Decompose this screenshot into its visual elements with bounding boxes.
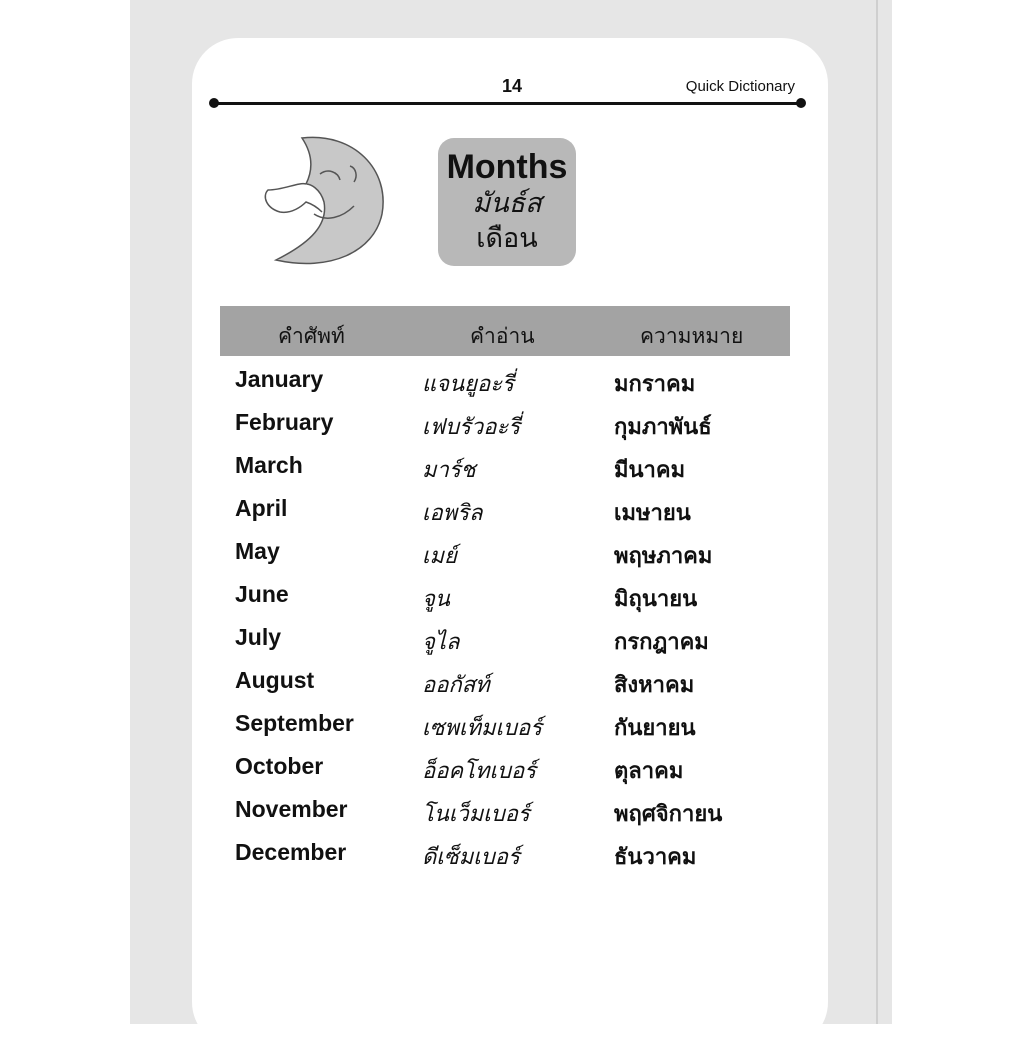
header-word: คำศัพท์ xyxy=(278,324,345,348)
word-english: July xyxy=(235,624,282,650)
word-meaning: ตุลาคม xyxy=(614,759,684,784)
section-title-thai: เดือน xyxy=(476,223,538,254)
section-title-box xyxy=(438,138,576,266)
word-meaning: กรกฎาคม xyxy=(614,630,709,655)
table-row xyxy=(0,536,1024,579)
table-row xyxy=(0,622,1024,665)
word-meaning: กันยายน xyxy=(614,716,696,741)
word-pronunciation: เฟบรัวอะรี่ xyxy=(422,415,521,440)
table-row xyxy=(0,407,1024,450)
word-pronunciation: จูไล xyxy=(422,630,460,655)
table-row xyxy=(0,665,1024,708)
word-pronunciation: แจนยูอะรี่ xyxy=(422,372,514,397)
word-meaning: กุมภาพันธ์ xyxy=(614,415,712,440)
table-row xyxy=(0,708,1024,751)
word-english: April xyxy=(235,495,288,521)
table-row xyxy=(0,837,1024,880)
word-english: December xyxy=(235,839,347,865)
word-english: June xyxy=(235,581,289,607)
rule-dot-left xyxy=(209,98,219,108)
section-title-english: Months xyxy=(446,148,568,186)
table-row xyxy=(0,450,1024,493)
word-english: August xyxy=(235,667,315,693)
book-title: Quick Dictionary xyxy=(685,78,795,95)
table-row xyxy=(0,493,1024,536)
word-english: November xyxy=(235,796,348,822)
word-english: October xyxy=(235,753,324,779)
word-meaning: มีนาคม xyxy=(614,458,686,483)
table-row xyxy=(0,579,1024,622)
word-english: March xyxy=(235,452,303,478)
section-title-pronunciation: มันธ์ส xyxy=(472,188,542,219)
word-pronunciation: ออกัสท์ xyxy=(422,673,490,698)
header-rule xyxy=(214,102,800,105)
word-meaning: สิงหาคม xyxy=(614,673,695,698)
table-row xyxy=(0,364,1024,407)
table-row xyxy=(0,751,1024,794)
word-pronunciation: โนเว็มเบอร์ xyxy=(422,802,530,827)
word-english: January xyxy=(235,366,324,392)
word-english: May xyxy=(235,538,280,564)
moon-icon xyxy=(262,132,390,270)
word-meaning: พฤศจิกายน xyxy=(614,802,723,827)
word-meaning: ธันวาคม xyxy=(614,845,697,870)
word-pronunciation: เซพเท็มเบอร์ xyxy=(422,716,542,741)
header-pronunciation: คำอ่าน xyxy=(470,324,535,348)
word-meaning: มิถุนายน xyxy=(614,587,698,612)
word-pronunciation: อ็อคโทเบอร์ xyxy=(422,759,536,784)
word-english: September xyxy=(235,710,354,736)
table-row xyxy=(0,794,1024,837)
word-meaning: มกราคม xyxy=(614,372,696,397)
word-english: February xyxy=(235,409,334,435)
page-number: 14 xyxy=(501,76,523,96)
rule-dot-right xyxy=(796,98,806,108)
word-meaning: พฤษภาคม xyxy=(614,544,713,569)
table-header xyxy=(220,306,790,356)
word-pronunciation: เอพริล xyxy=(422,501,483,526)
word-meaning: เมษายน xyxy=(614,501,691,526)
word-pronunciation: มาร์ช xyxy=(422,458,476,483)
word-pronunciation: ดีเซ็มเบอร์ xyxy=(422,845,520,870)
vocabulary-table xyxy=(0,364,1024,880)
header-meaning: ความหมาย xyxy=(640,324,744,348)
word-pronunciation: เมย์ xyxy=(422,544,457,569)
word-pronunciation: จูน xyxy=(422,587,450,612)
